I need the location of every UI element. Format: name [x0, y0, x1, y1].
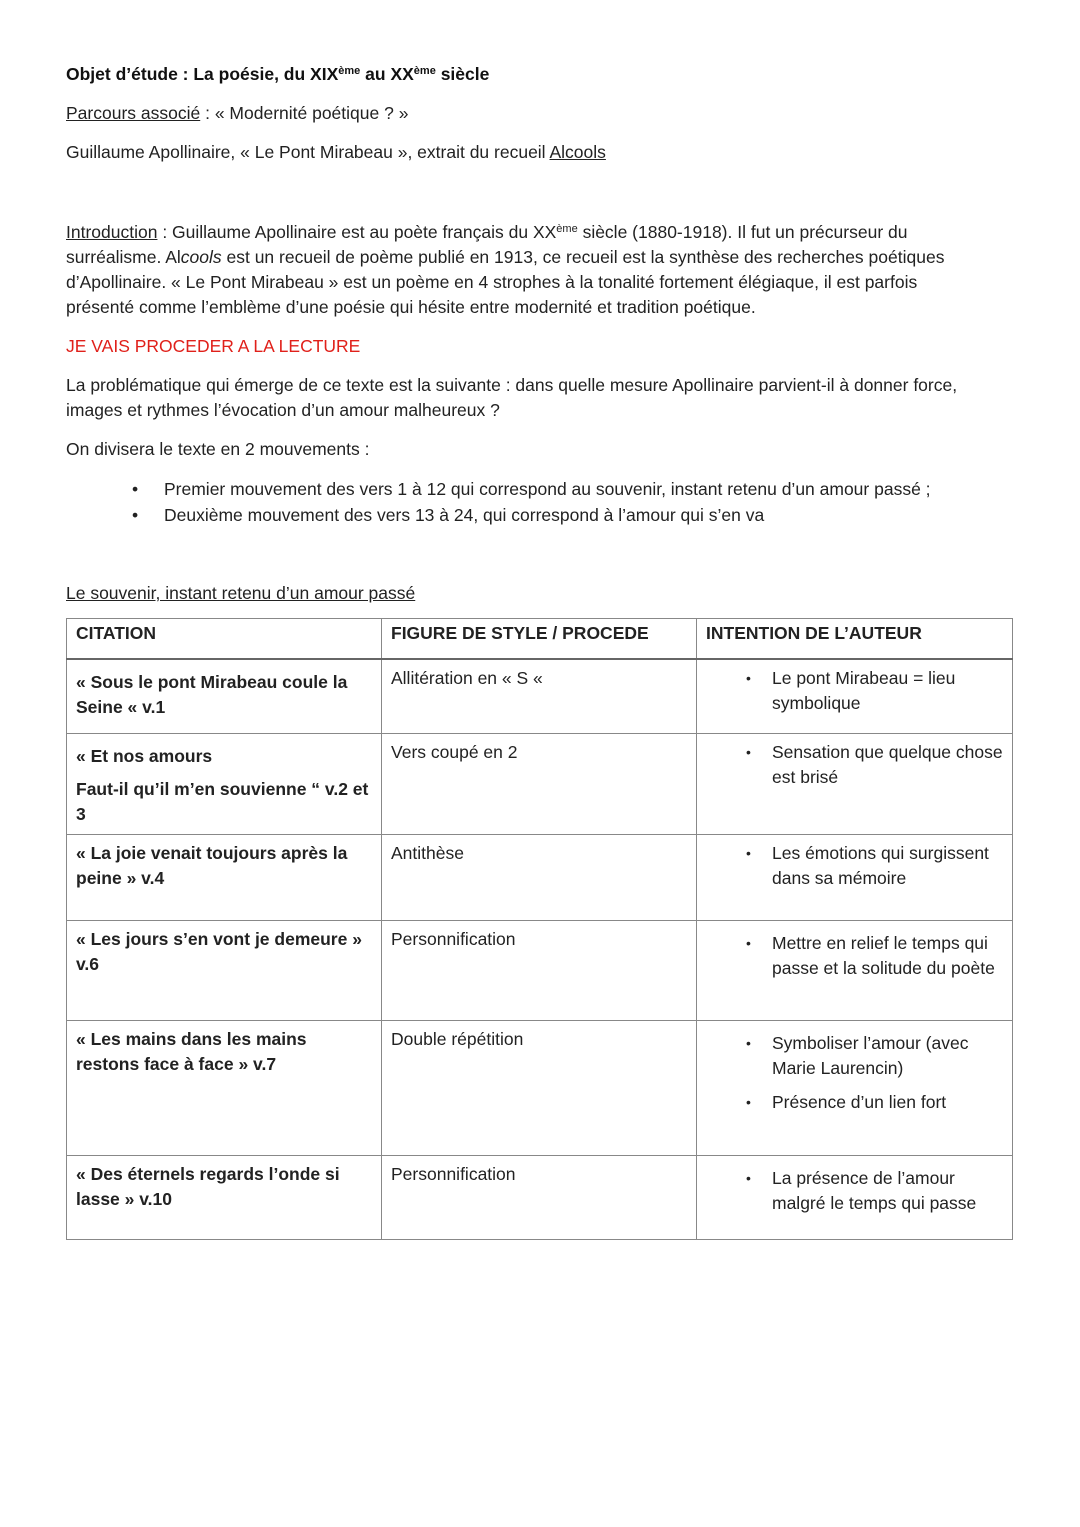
intention-cell [697, 1155, 1013, 1239]
figure-cell: Personnification [382, 920, 697, 1020]
list-item: • Deuxième mouvement des vers 13 à 24, qui correspond à l’amour qui s’en va [132, 505, 765, 525]
list-item: • La présence de l’amour malgré le temps qui passe [746, 1167, 977, 1213]
list-item: • Symboliser l’amour (avec Marie Laurencin) [746, 1032, 969, 1078]
table-row [67, 659, 1013, 733]
header-intention: INTENTION DE L’AUTEUR [697, 619, 1013, 660]
table-row [67, 920, 1013, 1020]
intention-cell [697, 834, 1013, 920]
citation-cell: « Les jours s’en vont je demeure » v.6 [67, 920, 382, 1020]
problematique-paragraph: La problématique qui émerge de ce texte est la suivante : dans quelle mesure Apollinaire parvient-il à donner force, images et rythmes l’évocation d’un amour malheureux ? [66, 375, 958, 420]
intention-cell [697, 1020, 1013, 1155]
parcours-label: Parcours associé [66, 103, 201, 123]
list-item: • Le pont Mirabeau = lieu symbolique [746, 668, 956, 713]
reading-notice: JE VAIS PROCEDER A LA LECTURE [66, 336, 361, 356]
citation-cell: « Des éternels regards l’onde si lasse » v.10 [67, 1155, 382, 1239]
table-header-row [67, 619, 1013, 660]
list-item: • Les émotions qui surgissent dans sa mémoire [746, 842, 989, 888]
intention-cell [697, 920, 1013, 1020]
table-row [67, 1020, 1013, 1155]
introduction-paragraph: Introduction : Guillaume Apollinaire est au poète français du XXème siècle (1880-1918). Il fut un précurseur du surréalisme. Alcools est un recueil de poème publié en 1913, ce recueil est la synthèse des recherches poétiques d’Apollinaire. « Le Pont Mirabeau » est un poème en 4 strophes à la tonalité fortement élégiaque, il est parfois présenté comme l’emblème d’une poésie qui hésite entre modernité et tradition poétique. [66, 222, 945, 317]
collection-title: Alcools [549, 142, 606, 162]
table-row [67, 733, 1013, 834]
analysis-table [66, 618, 1013, 1240]
introduction-label: Introduction [66, 222, 158, 242]
intention-cell [697, 659, 1013, 733]
list-item: • Sensation que quelque chose est brisé [746, 741, 1003, 787]
section-title: Le souvenir, instant retenu d’un amour passé [66, 583, 416, 603]
list-item: • Premier mouvement des vers 1 à 12 qui correspond au souvenir, instant retenu d’un amour passé ; [132, 479, 931, 499]
list-item: • Présence d’un lien fort [746, 1091, 947, 1112]
citation-cell: « La joie venait toujours après la peine » v.4 [67, 834, 382, 920]
table-row [67, 834, 1013, 920]
study-object-title: Objet d’étude : La poésie, du XIXème au XXème siècle [66, 64, 490, 84]
document-page [66, 62, 1012, 1240]
table-row [67, 1155, 1013, 1239]
figure-cell: Double répétition [382, 1020, 697, 1155]
list-item: • Mettre en relief le temps qui passe et la solitude du poète [746, 932, 995, 978]
figure-cell: Antithèse [382, 834, 697, 920]
header-figure: FIGURE DE STYLE / PROCEDE [382, 619, 697, 660]
figure-cell: Vers coupé en 2 [382, 733, 697, 834]
source-line: Guillaume Apollinaire, « Le Pont Mirabeau », extrait du recueil Alcools [66, 142, 606, 162]
citation-cell: « Les mains dans les mains restons face à face » v.7 [67, 1020, 382, 1155]
header-citation: CITATION [67, 619, 382, 660]
intention-cell [697, 733, 1013, 834]
citation-cell: « Sous le pont Mirabeau coule la Seine « v.1 [67, 659, 382, 733]
citation-cell: « Et nos amours Faut-il qu’il m’en souvienne “ v.2 et 3 [67, 733, 382, 834]
division-intro: On divisera le texte en 2 mouvements : [66, 439, 370, 459]
figure-cell: Allitération en « S « [382, 659, 697, 733]
parcours-line: Parcours associé : « Modernité poétique ? » [66, 103, 409, 123]
figure-cell: Personnification [382, 1155, 697, 1239]
movements-list [66, 476, 1012, 528]
